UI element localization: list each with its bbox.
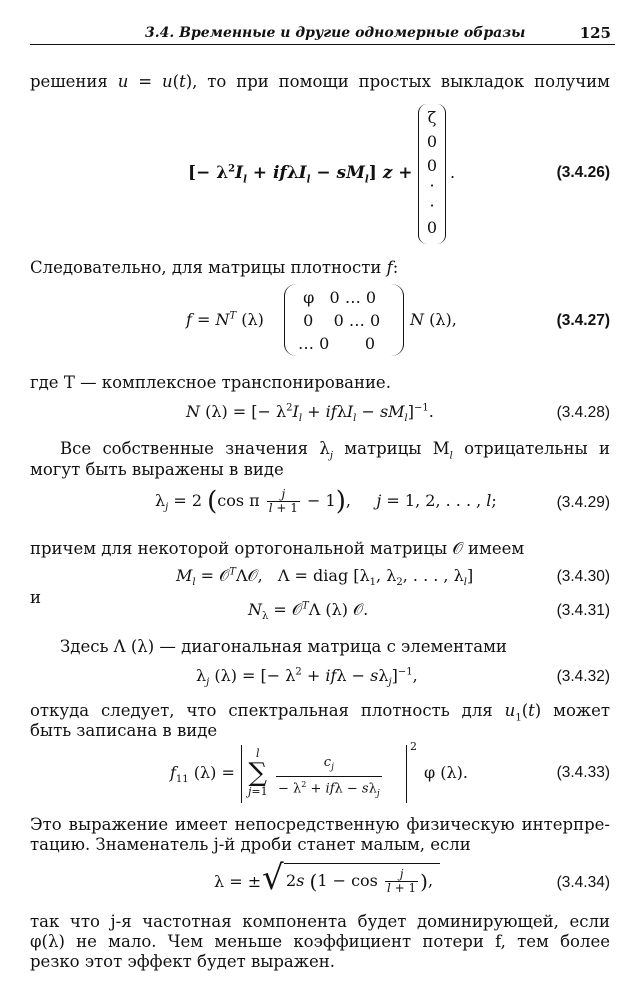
text-segment: решения	[30, 72, 108, 91]
equation-fraction: $\frac{c_j}{- \lambda^2 + if\lambda - s\lambda_j}$	[274, 755, 384, 802]
math-inline: u = u(t),	[117, 72, 198, 91]
paragraph-line: могут быть выражены в виде	[30, 460, 284, 479]
exponent: 2	[410, 740, 417, 753]
equation-number: (3.4.34)	[556, 874, 610, 891]
equation-number: (3.4.33)	[556, 764, 610, 781]
column-vector: ζ 0 0 · · 0	[418, 104, 446, 244]
page-number: 125	[579, 24, 611, 42]
sqrt-radicand: 2s (1 − cos $\frac{j}{l + 1}$ ),	[286, 867, 434, 895]
equation-number: (3.4.28)	[556, 404, 610, 421]
equation-3-4-28: N (λ) = [− $\lambda^2I_l + if\lambda I_l - sM_l]^{-1}$.	[186, 402, 434, 425]
paragraph-line: Здесь Λ (λ) — диагональная матрица с элементами	[60, 637, 507, 656]
equation-number: (3.4.26)	[556, 164, 610, 181]
equation-lhs: $f = N^T$ (λ)	[186, 310, 264, 329]
equation-number: (3.4.27)	[556, 312, 610, 329]
equation-3-4-26: [− $\lambda^2I_l + if\lambda I_l - sM_l$] z +	[188, 163, 413, 186]
equation-number: (3.4.29)	[556, 494, 610, 511]
equation-rhs: φ (λ).	[424, 763, 468, 782]
abs-bar-left	[241, 745, 242, 803]
math-inline: $u_1(t)$	[504, 701, 542, 724]
text-segment: матрицы $M_l$	[344, 439, 453, 462]
paragraph-line: φ(λ) не мало. Чем меньше коэффициент потери f, тем более	[30, 932, 610, 951]
equation-period: .	[450, 163, 456, 182]
equation-number: (3.4.32)	[556, 668, 610, 685]
paragraph-line: Это выражение имеет непосредственную физическую интерпре-	[30, 815, 610, 834]
summation: l ∑ j=1	[248, 747, 268, 798]
paragraph-line: и	[30, 588, 41, 607]
running-header	[30, 22, 615, 45]
text-segment: может	[553, 701, 610, 720]
paragraph-line: резко этот эффект будет выражен.	[30, 952, 335, 971]
matrix: φ 0 … 0 0 0 … 0 … 0 0	[284, 284, 404, 356]
paragraph-line: тацию. Знаменатель j-й дроби станет малым, если	[30, 835, 471, 854]
paragraph-line: где T — комплексное транспонирование.	[30, 373, 391, 392]
equation-lhs: λ = ±	[214, 872, 262, 891]
text-segment: то при помощи простых выкладок получим	[207, 72, 610, 91]
paragraph-line: причем для некоторой ортогональной матрицы 𝒪 имеем	[30, 539, 525, 558]
header-title: 3.4. Временные и другие одномерные образы	[145, 25, 526, 41]
equation-lhs: $f_{11}$ (λ) =	[170, 763, 235, 786]
paragraph-line: Следовательно, для матрицы плотности f:	[30, 258, 399, 277]
sqrt-sign: √	[262, 858, 284, 898]
sqrt-overline	[284, 863, 440, 864]
paragraph-line: так что j-я частотная компонента будет доминирующей, если	[30, 912, 610, 931]
abs-bar-right	[406, 745, 407, 803]
text-segment: Следовательно, для матрицы плотности	[30, 258, 382, 277]
equation-3-4-32: $\lambda_j$ (λ) = [− $\lambda^2 + if\lambda - s\lambda_j]^{-1}$,	[196, 666, 418, 689]
text-segment: отрицательны и	[464, 439, 610, 458]
text-segment: Все собственные значения $\lambda_j$	[60, 439, 333, 462]
equation-number: (3.4.31)	[556, 602, 610, 619]
text-segment: откуда следует, что спектральная плотность для	[30, 701, 493, 720]
equation-rhs: N (λ),	[410, 310, 457, 329]
equation-number: (3.4.30)	[556, 568, 610, 585]
equation-3-4-29: $\lambda_j = 2$ (cos π $\frac{j}{l + 1}$ − 1), j = 1, 2, . . . , l;	[155, 486, 497, 517]
equation-3-4-30: $M_l$ = 𝒪$^T$Λ𝒪, Λ = diag [$\lambda_1$, $\lambda_2$, . . . , $\lambda_l$]	[176, 566, 474, 589]
paragraph-line: быть записана в виде	[30, 721, 218, 740]
paragraph-line	[30, 72, 610, 92]
equation-3-4-31: $N_\lambda$ = 𝒪$^T$Λ (λ) 𝒪.	[248, 600, 369, 623]
